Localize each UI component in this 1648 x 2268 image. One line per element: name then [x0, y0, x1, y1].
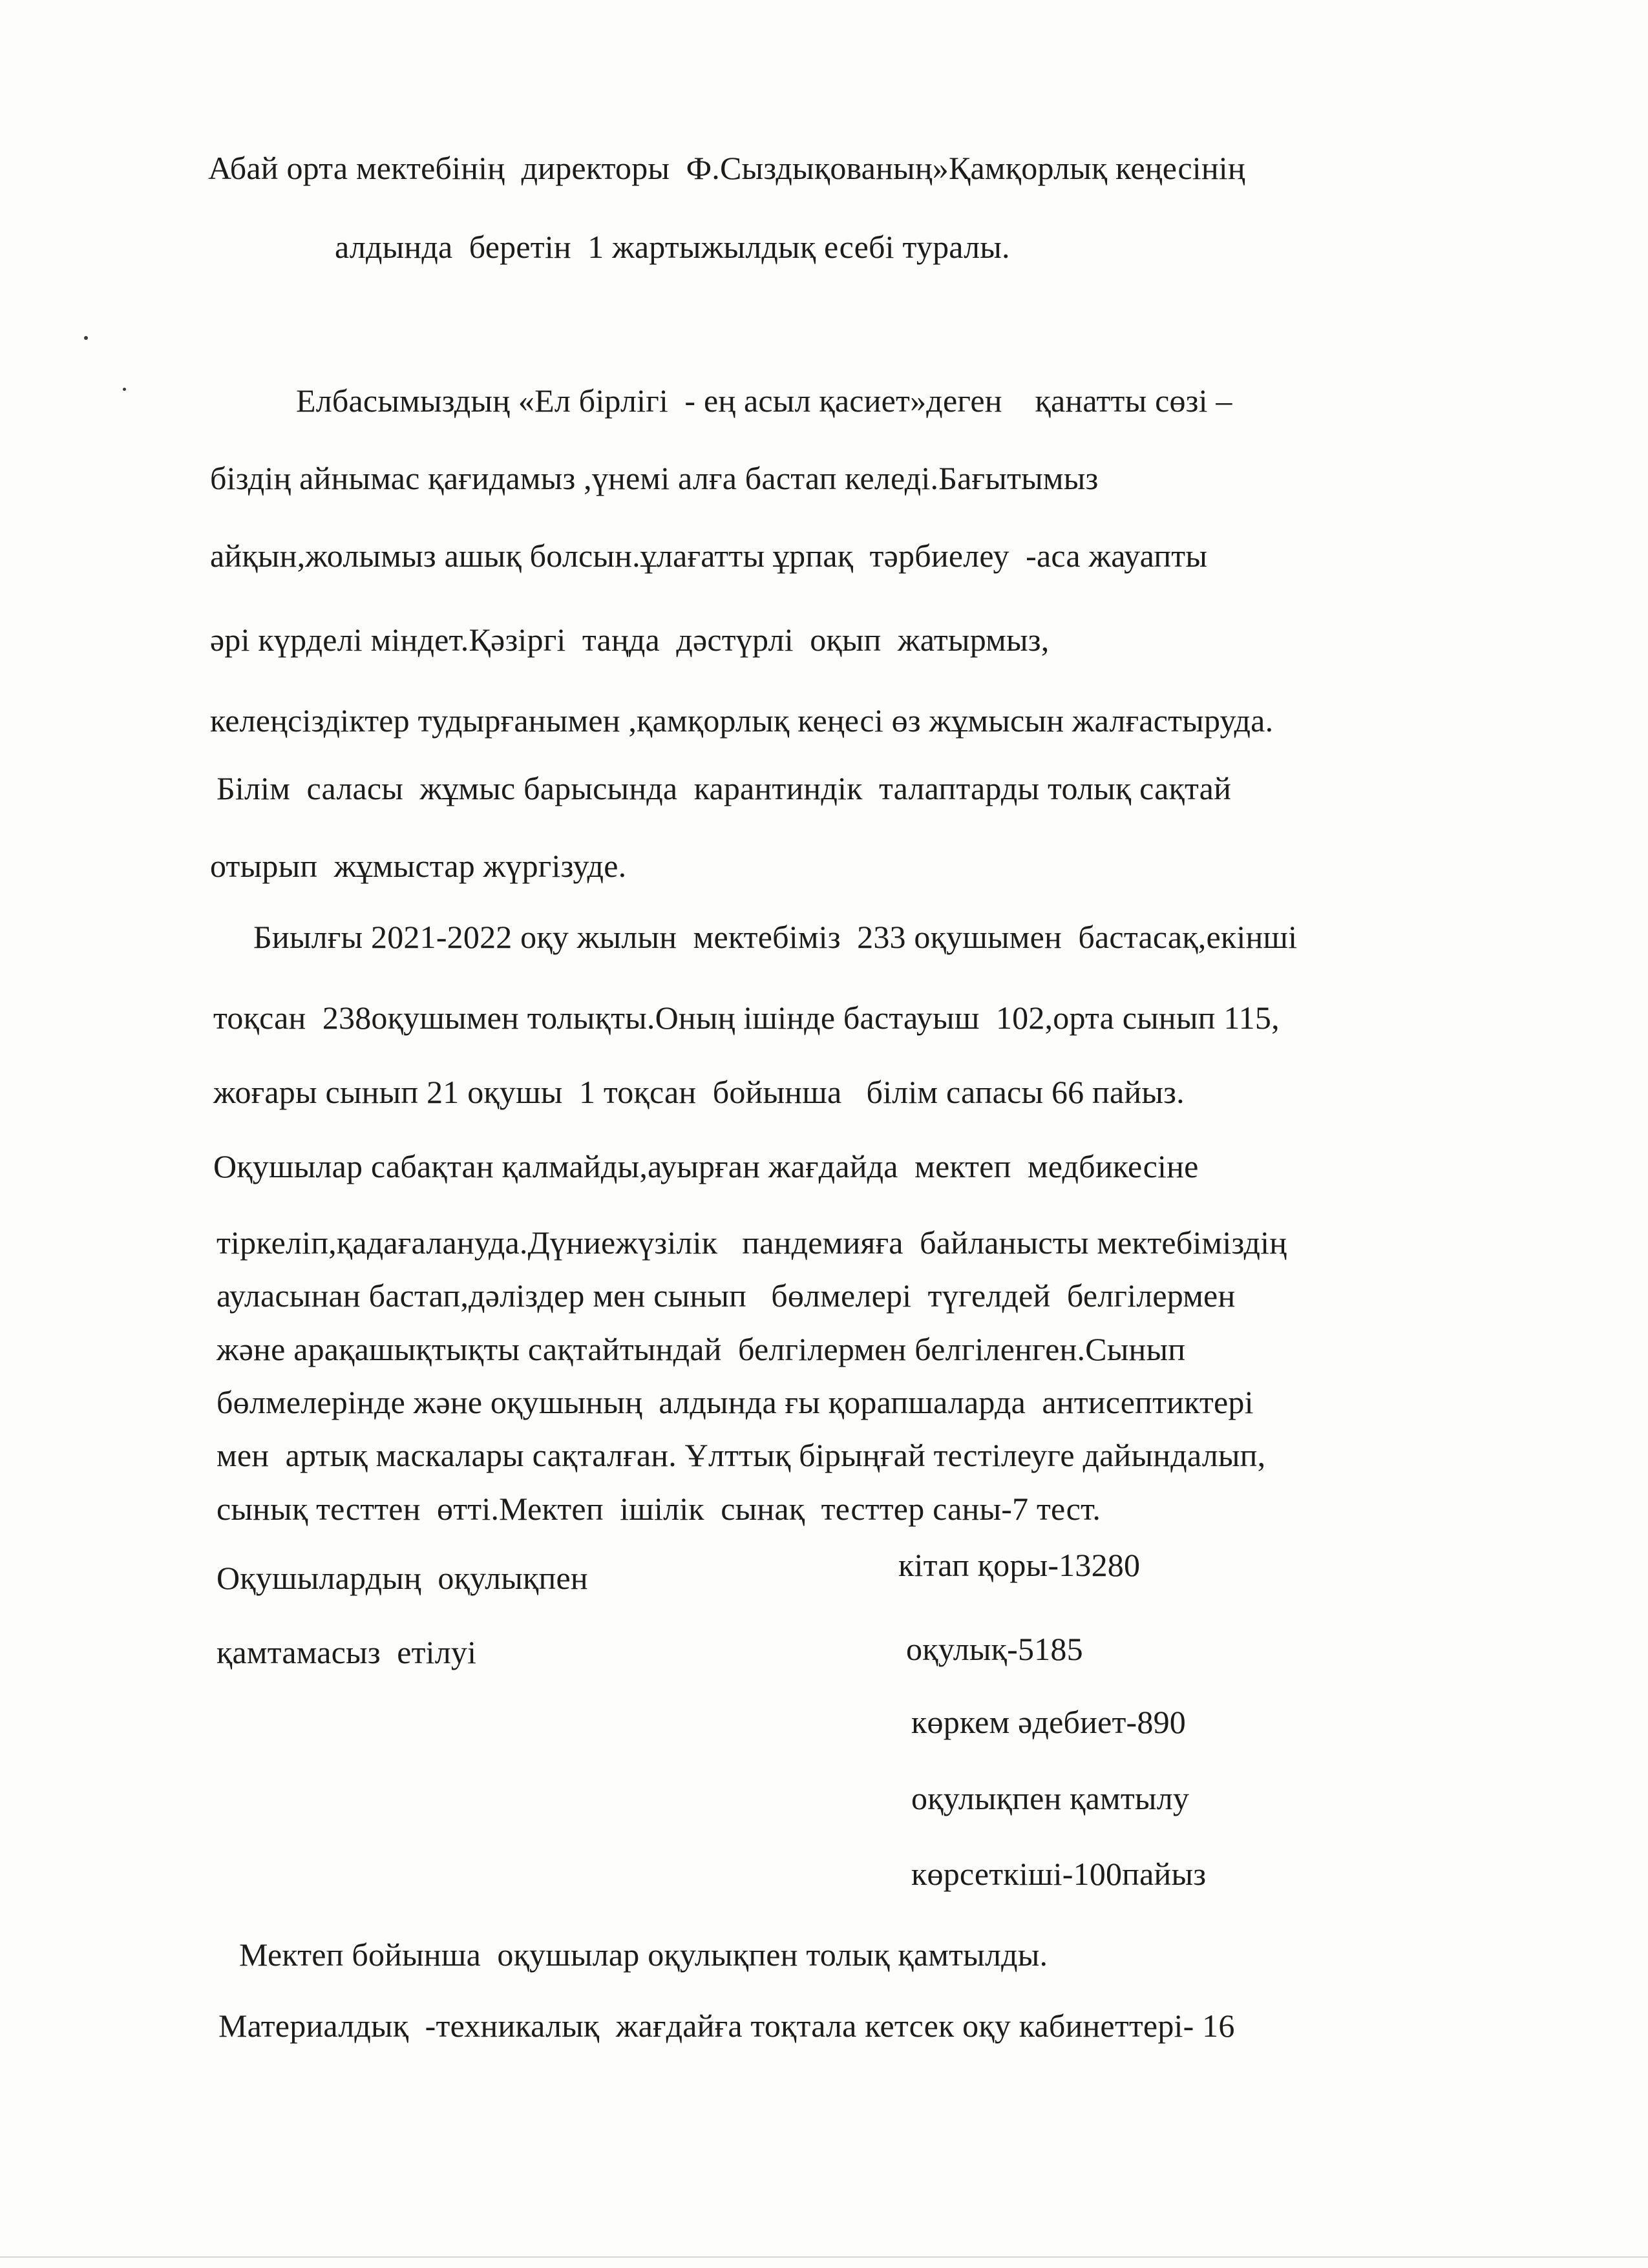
body-line: бөлмелерінде және оқушының алдында ғы қорапшаларда антисептиктері — [217, 1384, 1254, 1420]
textbooks-right-line: оқулық-5185 — [906, 1631, 1083, 1667]
textbooks-right-line: көркем әдебиет-890 — [911, 1704, 1186, 1740]
textbooks-left-line: қамтамасыз етілуі — [217, 1634, 477, 1670]
body-line: Елбасымыздың «Ел бірлігі - ең асыл қасиет»деген қанатты сөзі – — [296, 383, 1232, 419]
body-line: біздің айнымас қағидамыз ,үнемі алға бастап келеді.Бағытымыз — [210, 460, 1099, 496]
body-line: тоқсан 238оқушымен толықты.Оның ішінде бастауыш 102,орта сынып 115, — [213, 1000, 1280, 1036]
title-line-1: Абай орта мектебінің директоры Ф.Сыздықованың»Қамқорлық кеңесінің — [208, 150, 1245, 186]
scan-speck — [84, 336, 88, 340]
textbooks-right-line: көрсеткіші-100пайыз — [911, 1856, 1207, 1892]
body-line: айқын,жолымыз ашық болсын.ұлағатты ұрпақ тәрбиелеу -аса жауапты — [210, 538, 1208, 574]
scan-speck — [123, 388, 126, 391]
body-line: мен артық маскалары сақталған. Ұлттық бірыңғай тестілеуге дайындалып, — [217, 1437, 1266, 1473]
body-line: жоғары сынып 21 оқушы 1 тоқсан бойынша білім сапасы 66 пайыз. — [213, 1074, 1185, 1110]
body-line: әрі күрделі міндет.Қәзіргі таңда дәстүрлі оқып жатырмыз, — [210, 622, 1050, 658]
textbooks-right-line: оқулықпен қамтылу — [911, 1780, 1190, 1816]
body-line: Биылғы 2021-2022 оқу жылын мектебіміз 233 оқушымен бастасақ,екінші — [253, 919, 1298, 955]
body-line: отырып жұмыстар жүргізуде. — [210, 848, 627, 884]
textbooks-left-line: Оқушылардың оқулықпен — [217, 1560, 588, 1596]
body-line: Оқушылар сабақтан қалмайды,ауырған жағдайда мектеп медбикесіне — [213, 1148, 1199, 1184]
body-line: және арақашықтықты сақтайтындай белгілермен белгіленген.Сынып — [217, 1331, 1186, 1367]
body-line: ауласынан бастап,дәліздер мен сынып бөлмелері түгелдей белгілермен — [217, 1277, 1236, 1314]
body-line: тіркеліп,қадағалануда.Дүниежүзілік пандемияға байланысты мектебіміздің — [217, 1224, 1287, 1261]
scan-edge-line — [0, 2256, 1648, 2258]
closing-line: Материалдық -техникалық жағдайға тоқтала кетсек оқу кабинеттері- 16 — [218, 2008, 1235, 2044]
title-line-2: алдында беретін 1 жартыжылдық есебі туралы. — [335, 229, 1010, 265]
body-line: Білім саласы жұмыс барысында карантиндік талаптарды толық сақтай — [217, 770, 1232, 806]
body-line: сынық тесттен өтті.Мектеп ішілік сынақ тесттер саны-7 тест. — [217, 1491, 1101, 1527]
closing-line: Мектеп бойынша оқушылар оқулықпен толық қамтылды. — [239, 1937, 1048, 1973]
body-line: келеңсіздіктер тудырғанымен ,қамқорлық кеңесі өз жұмысын жалғастыруда. — [210, 702, 1274, 739]
textbooks-right-line: кітап қоры-13280 — [898, 1547, 1141, 1583]
